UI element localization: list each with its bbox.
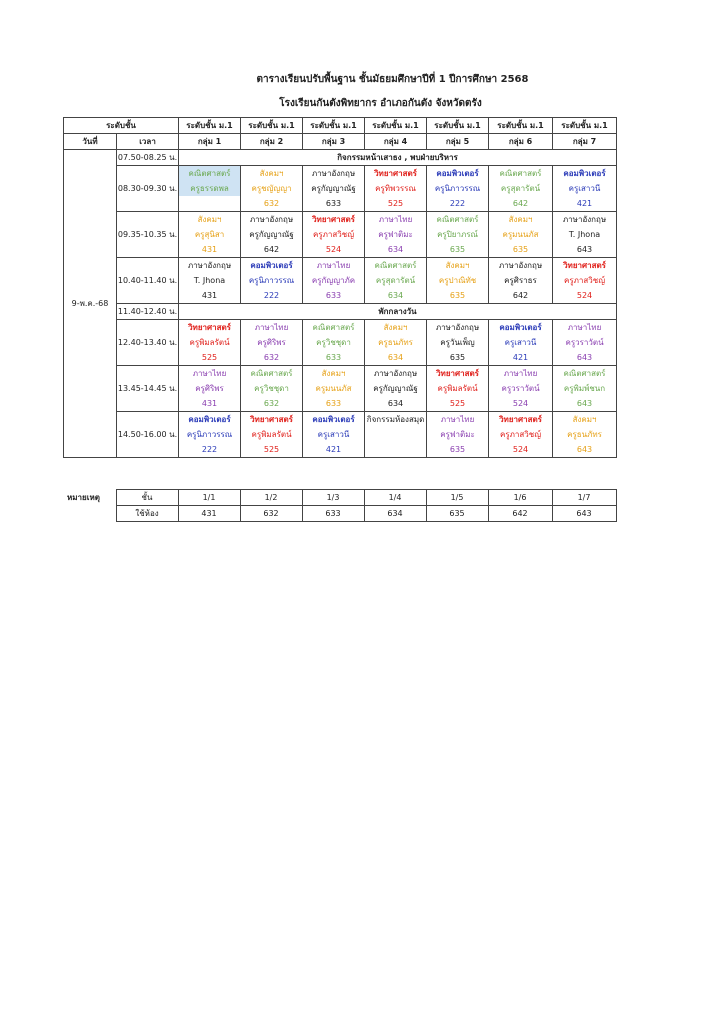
header-group-5: กลุ่ม 5 <box>427 134 489 150</box>
room-cell: 632 <box>241 396 303 412</box>
teacher-cell: ครูธนภัทร <box>365 335 427 350</box>
room-cell: 642 <box>489 288 553 304</box>
subject-cell: วิทยาศาสตร์ <box>241 412 303 428</box>
span-activity: กิจกรรมหน้าเสาธง , พบฝ่ายบริหาร <box>179 150 617 166</box>
teacher-cell: ครูวันเพ็ญ <box>427 335 489 350</box>
notes-table <box>63 489 617 522</box>
room-cell: 635 <box>427 442 489 458</box>
subject-cell: ภาษาอังกฤษ <box>553 212 617 228</box>
subject-cell: สังคมฯ <box>303 366 365 382</box>
subject-cell: ภาษาอังกฤษ <box>303 166 365 182</box>
room-cell: 634 <box>365 396 427 412</box>
teacher-cell: ครูปิยาภรณ์ <box>427 227 489 242</box>
room-cell: 635 <box>427 288 489 304</box>
room-cell: 525 <box>427 396 489 412</box>
subject-cell: คณิตศาสตร์ <box>427 212 489 228</box>
notes-room: 642 <box>488 506 552 522</box>
teacher-cell: ครูพิมลรัตน์ <box>241 427 303 442</box>
header-day-label: วันที่ <box>64 134 117 150</box>
teacher-cell: ครูสุดารัตน์ <box>365 273 427 288</box>
notes-room: 632 <box>240 506 302 522</box>
room-cell: 632 <box>241 350 303 366</box>
subject-cell: คอมพิวเตอร์ <box>553 166 617 182</box>
time-cell: 10.40-11.40 น. <box>117 258 179 304</box>
teacher-cell <box>365 427 427 442</box>
teacher-cell: ครูนิภาวรรณ <box>427 181 489 196</box>
room-cell: 421 <box>553 196 617 212</box>
teacher-cell: ครูภาสวิชญ์ <box>553 273 617 288</box>
room-cell: 632 <box>241 196 303 212</box>
teacher-cell: ครูนิภาวรรณ <box>179 427 241 442</box>
teacher-cell: ครูวราวัตน์ <box>553 335 617 350</box>
teacher-cell: ครูชญัญญา <box>241 181 303 196</box>
subject-cell: วิทยาศาสตร์ <box>553 258 617 274</box>
header-group-7: กลุ่ม 7 <box>553 134 617 150</box>
teacher-cell: ครูธนภัทร <box>553 427 617 442</box>
teacher-cell: ครูสุนิสา <box>179 227 241 242</box>
subject-cell: คณิตศาสตร์ <box>365 258 427 274</box>
schedule-table <box>63 117 617 458</box>
teacher-cell: ครูเสาวนี <box>553 181 617 196</box>
subject-cell: ภาษาไทย <box>179 366 241 382</box>
subject-cell: คณิตศาสตร์ <box>553 366 617 382</box>
subject-cell: ภาษาไทย <box>365 212 427 228</box>
time-cell: 12.40-13.40 น. <box>117 320 179 366</box>
subject-cell: คอมพิวเตอร์ <box>427 166 489 182</box>
teacher-cell: ครูมนนภัส <box>489 227 553 242</box>
notes-blank <box>63 506 116 522</box>
notes-class: 1/7 <box>552 490 616 506</box>
teacher-cell: ครูทิพวรรณ <box>365 181 427 196</box>
room-cell: 643 <box>553 396 617 412</box>
subject-cell: วิทยาศาสตร์ <box>303 212 365 228</box>
notes-room: 635 <box>426 506 488 522</box>
time-cell: 07.50-08.25 น. <box>117 150 179 166</box>
subject-cell: ภาษาอังกฤษ <box>489 258 553 274</box>
subject-cell: สังคมฯ <box>241 166 303 182</box>
room-cell: 431 <box>179 396 241 412</box>
time-cell: 14.50-16.00 น. <box>117 412 179 458</box>
teacher-cell: ครูฟาติมะ <box>365 227 427 242</box>
header-group-3: กลุ่ม 3 <box>303 134 365 150</box>
notes-room: 431 <box>178 506 240 522</box>
date-cell: 9-พ.ค.-68 <box>64 150 117 458</box>
room-cell: 524 <box>303 242 365 258</box>
teacher-cell: ครูพิมพ์ชนก <box>553 381 617 396</box>
teacher-cell: ครูกัญญาณัฐ <box>303 181 365 196</box>
subject-cell: คณิตศาสตร์ <box>241 366 303 382</box>
room-cell: 222 <box>179 442 241 458</box>
header-level-6: ระดับชั้น ม.1 <box>489 118 553 134</box>
room-cell: 525 <box>241 442 303 458</box>
room-cell: 634 <box>365 350 427 366</box>
room-cell: 633 <box>303 196 365 212</box>
subject-cell: สังคมฯ <box>365 320 427 336</box>
room-cell: 633 <box>303 396 365 412</box>
notes-label: หมายเหตุ <box>67 493 100 502</box>
span-activity: พักกลางวัน <box>179 304 617 320</box>
teacher-cell: ครูศิริพร <box>241 335 303 350</box>
subject-cell: ภาษาไทย <box>241 320 303 336</box>
time-cell: 08.30-09.30 น. <box>117 166 179 212</box>
subject-cell: คอมพิวเตอร์ <box>489 320 553 336</box>
subject-cell: ภาษาอังกฤษ <box>427 320 489 336</box>
room-cell: 642 <box>241 242 303 258</box>
teacher-cell: ครูธรรดพล <box>179 181 241 196</box>
subject-cell: คอมพิวเตอร์ <box>179 412 241 428</box>
header-time-label: เวลา <box>117 134 179 150</box>
header-group-1: กลุ่ม 1 <box>179 134 241 150</box>
teacher-cell: ครูภาสวิชญ์ <box>489 427 553 442</box>
room-cell: 633 <box>303 288 365 304</box>
room-cell: 222 <box>427 196 489 212</box>
subject-cell: สังคมฯ <box>427 258 489 274</box>
subject-cell: วิทยาศาสตร์ <box>179 320 241 336</box>
notes-room: 634 <box>364 506 426 522</box>
header-level-label: ระดับชั้น <box>64 118 179 134</box>
subject-cell: ภาษาไทย <box>427 412 489 428</box>
room-cell: 524 <box>553 288 617 304</box>
teacher-cell: ครูฟาติมะ <box>427 427 489 442</box>
subject-cell: ภาษาอังกฤษ <box>179 258 241 274</box>
room-cell: 643 <box>553 350 617 366</box>
teacher-cell: ครูกัญญาภัค <box>303 273 365 288</box>
notes-room-label: ใช้ห้อง <box>116 506 178 522</box>
subject-cell: ภาษาอังกฤษ <box>241 212 303 228</box>
room-cell: 525 <box>365 196 427 212</box>
teacher-cell: ครูกัญญาณัฐ <box>365 381 427 396</box>
subject-cell: คอมพิวเตอร์ <box>303 412 365 428</box>
subject-cell: สังคมฯ <box>553 412 617 428</box>
subject-cell: วิทยาศาสตร์ <box>365 166 427 182</box>
teacher-cell: ครูเสาวนี <box>489 335 553 350</box>
time-cell: 09.35-10.35 น. <box>117 212 179 258</box>
subject-cell: คณิตศาสตร์ <box>489 166 553 182</box>
teacher-cell: ครูภาสวิชญ์ <box>303 227 365 242</box>
teacher-cell: ครูพิมลรัตน์ <box>179 335 241 350</box>
subject-cell: ภาษาไทย <box>303 258 365 274</box>
notes-class-label: ชั้น <box>116 490 178 506</box>
room-cell: 525 <box>179 350 241 366</box>
room-cell: 524 <box>489 442 553 458</box>
notes-class: 1/1 <box>178 490 240 506</box>
header-group-2: กลุ่ม 2 <box>241 134 303 150</box>
header-level-2: ระดับชั้น ม.1 <box>241 118 303 134</box>
teacher-cell: ครูศิราธร <box>489 273 553 288</box>
room-cell: 431 <box>179 242 241 258</box>
header-group-4: กลุ่ม 4 <box>365 134 427 150</box>
subject-cell: วิทยาศาสตร์ <box>427 366 489 382</box>
room-cell: 635 <box>489 242 553 258</box>
notes-room: 643 <box>552 506 616 522</box>
teacher-cell: ครูมนนภัส <box>303 381 365 396</box>
room-cell: 643 <box>553 442 617 458</box>
teacher-cell: ครูวิชชุดา <box>303 335 365 350</box>
room-cell: 635 <box>427 242 489 258</box>
subject-cell: สังคมฯ <box>489 212 553 228</box>
room-cell: 643 <box>553 242 617 258</box>
room-cell: 635 <box>427 350 489 366</box>
room-cell: 421 <box>303 442 365 458</box>
teacher-cell: ครูกัญญาณัฐ <box>241 227 303 242</box>
teacher-cell: ครูเสาวนี <box>303 427 365 442</box>
room-cell <box>365 442 427 458</box>
subject-cell: คณิตศาสตร์ <box>179 166 241 182</box>
subject-cell: กิจกรรมห้องสมุด <box>365 412 427 428</box>
header-group-6: กลุ่ม 6 <box>489 134 553 150</box>
header-level-4: ระดับชั้น ม.1 <box>365 118 427 134</box>
subject-cell: สังคมฯ <box>179 212 241 228</box>
header-level-3: ระดับชั้น ม.1 <box>303 118 365 134</box>
room-cell <box>179 196 241 212</box>
subject-cell: ภาษาอังกฤษ <box>365 366 427 382</box>
time-cell: 11.40-12.40 น. <box>117 304 179 320</box>
notes-class: 1/5 <box>426 490 488 506</box>
header-level-1: ระดับชั้น ม.1 <box>179 118 241 134</box>
teacher-cell: T. Jhona <box>179 273 241 288</box>
room-cell: 633 <box>303 350 365 366</box>
notes-class: 1/4 <box>364 490 426 506</box>
notes-class: 1/6 <box>488 490 552 506</box>
subject-cell: คอมพิวเตอร์ <box>241 258 303 274</box>
teacher-cell: ครูพิมลรัตน์ <box>427 381 489 396</box>
teacher-cell: T. Jhona <box>553 227 617 242</box>
room-cell: 524 <box>489 396 553 412</box>
teacher-cell: ครูนิภาวรรณ <box>241 273 303 288</box>
room-cell: 421 <box>489 350 553 366</box>
subject-cell: วิทยาศาสตร์ <box>489 412 553 428</box>
teacher-cell: ครูวิชชุดา <box>241 381 303 396</box>
notes-class: 1/3 <box>302 490 364 506</box>
subject-cell: ภาษาไทย <box>553 320 617 336</box>
teacher-cell: ครูสุดารัตน์ <box>489 181 553 196</box>
room-cell: 634 <box>365 288 427 304</box>
title-line-2: โรงเรียนกันตังพิทยากร อำเภอกันตัง จังหวัดตรัง <box>279 98 482 109</box>
header-level-5: ระดับชั้น ม.1 <box>427 118 489 134</box>
room-cell: 634 <box>365 242 427 258</box>
header-level-7: ระดับชั้น ม.1 <box>553 118 617 134</box>
notes-class: 1/2 <box>240 490 302 506</box>
subject-cell: คณิตศาสตร์ <box>303 320 365 336</box>
teacher-cell: ครูปาณิทัช <box>427 273 489 288</box>
teacher-cell: ครูศิริพร <box>179 381 241 396</box>
room-cell: 431 <box>179 288 241 304</box>
title-line-1: ตารางเรียนปรับพื้นฐาน ชั้นมัธยมศึกษาปีที่ 1 ปีการศึกษา 2568 <box>256 74 529 85</box>
subject-cell: ภาษาไทย <box>489 366 553 382</box>
room-cell: 222 <box>241 288 303 304</box>
room-cell: 642 <box>489 196 553 212</box>
teacher-cell: ครูวราวัตน์ <box>489 381 553 396</box>
notes-room: 633 <box>302 506 364 522</box>
time-cell: 13.45-14.45 น. <box>117 366 179 412</box>
